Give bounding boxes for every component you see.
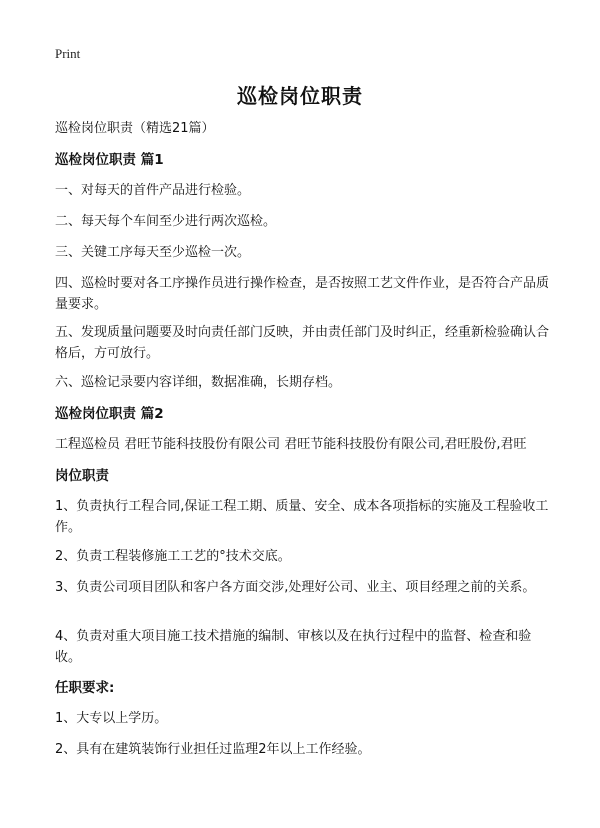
section1-heading: 巡检岗位职责 篇1	[55, 152, 164, 168]
duty-item-4: 4、负责对重大项目施工技术措施的编制、审核以及在执行过程中的监督、检查和验收。	[55, 629, 532, 665]
section1-item-6: 六、巡检记录要内容详细，数据准确，长期存档。	[55, 375, 342, 390]
duties-heading: 岗位职责	[55, 468, 109, 484]
duty-item-1: 1、负责执行工程合同,保证工程工期、质量、安全、成本各项指标的实施及工程验收工作。	[55, 499, 549, 535]
section2-heading: 巡检岗位职责 篇2	[55, 406, 164, 422]
document-subtitle: 巡检岗位职责（精选21篇）	[55, 121, 215, 136]
print-label: Print	[55, 46, 81, 61]
section2-company-line: 工程巡检员 君旺节能科技股份有限公司 君旺节能科技股份有限公司,君旺股份,君旺	[55, 437, 527, 452]
requirement-item-2: 2、具有在建筑装饰行业担任过监理2年以上工作经验。	[55, 742, 371, 757]
section1-item-4: 四、巡检时要对各工序操作员进行操作检查，是否按照工艺文件作业，是否符合产品质量要求。	[55, 276, 550, 312]
page-title: 巡检岗位职责	[237, 84, 363, 108]
requirements-heading: 任职要求:	[55, 680, 115, 696]
duty-item-3: 3、负责公司项目团队和客户各方面交涉,处理好公司、业主、项目经理之前的关系。	[55, 580, 536, 595]
section1-item-3: 三、关键工序每天至少巡检一次。	[55, 245, 251, 260]
section1-item-1: 一、对每天的首件产品进行检验。	[55, 183, 251, 198]
duty-item-2: 2、负责工程装修施工工艺的°技术交底。	[55, 549, 291, 564]
section1-item-2: 二、每天每个车间至少进行两次巡检。	[55, 214, 277, 229]
requirement-item-1: 1、大专以上学历。	[55, 711, 168, 726]
section1-item-5: 五、发现质量问题要及时向责任部门反映，并由责任部门及时纠正，经重新检验确认合格后，方可放行。	[55, 325, 550, 361]
